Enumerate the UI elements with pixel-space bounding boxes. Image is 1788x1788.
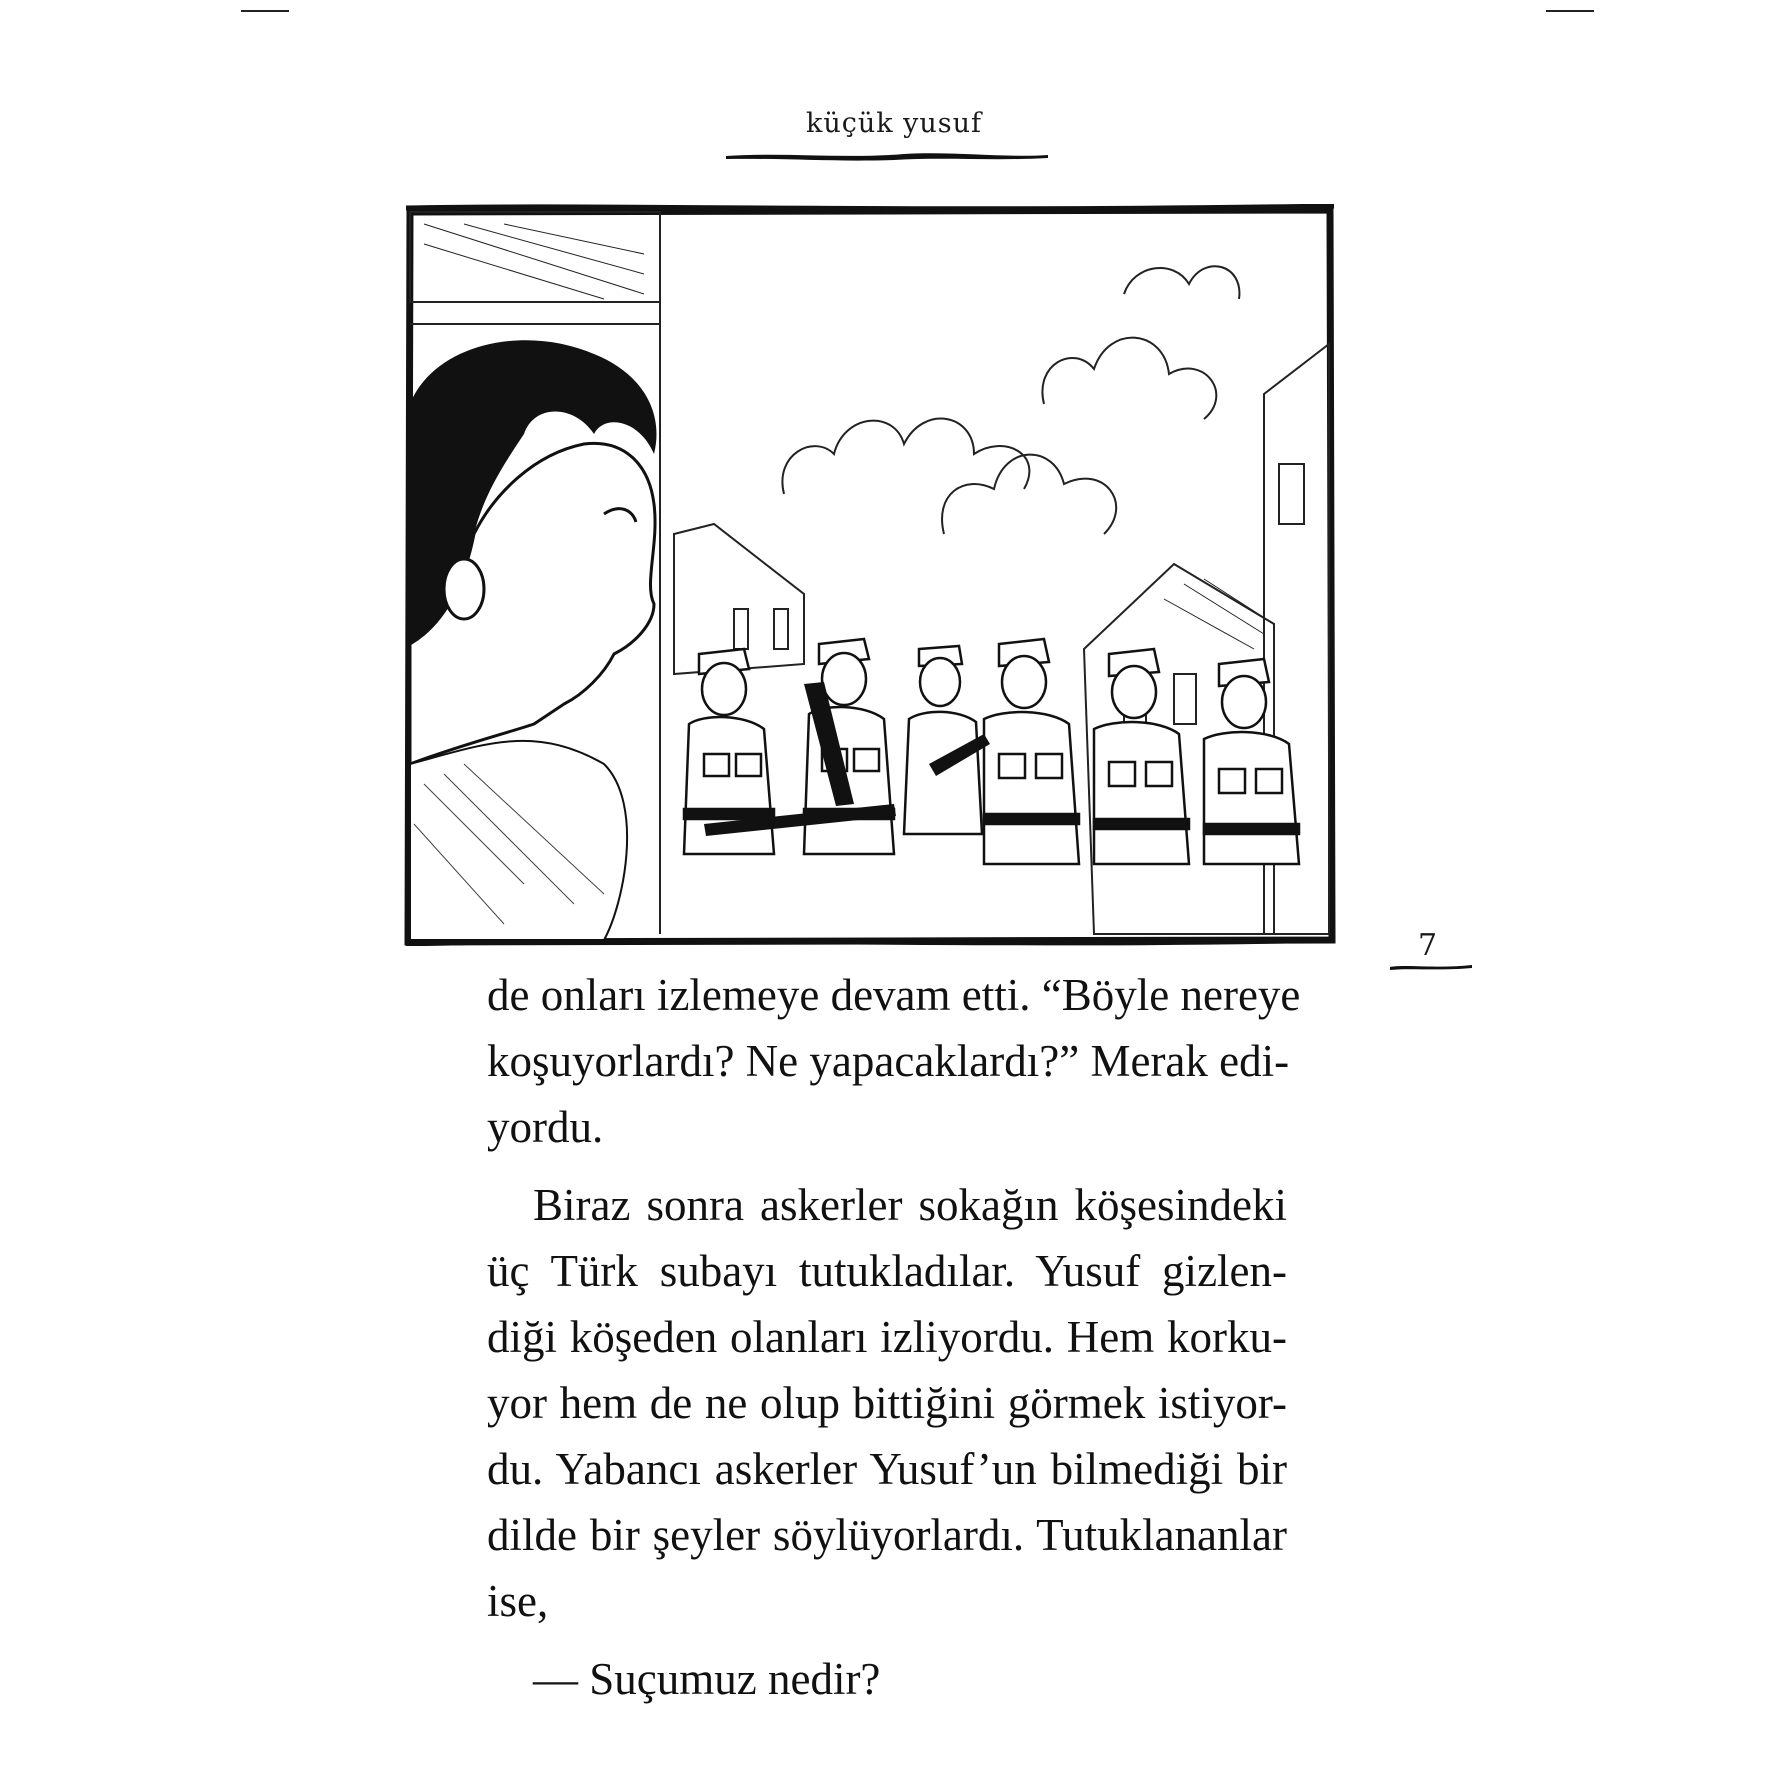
- body-text: [487, 962, 1301, 1712]
- text-line: Biraz sonra askerler sokağın köşesindeki: [533, 1180, 1287, 1230]
- paragraph-3: [487, 1646, 1287, 1712]
- dialogue-line: — Suçumuz nedir?: [533, 1654, 881, 1704]
- story-illustration: [404, 204, 1336, 946]
- page-number-brush-rule: [1388, 962, 1474, 972]
- text-line: du. Yabancı askerler Yusuf’un bilmediği bir: [487, 1444, 1287, 1494]
- text-line: diği köşeden olanları izliyordu. Hem korku-: [487, 1312, 1287, 1362]
- text-line: üç Türk subayı tutukladılar. Yusuf gizlen-: [487, 1246, 1287, 1296]
- text-line: yordu.: [487, 1102, 604, 1152]
- text-line: koşuyorlardı? Ne yapacaklardı?” Merak edi-: [487, 1036, 1290, 1086]
- page-number: 7: [1418, 928, 1438, 963]
- paragraph-1: [487, 962, 1301, 1160]
- text-line: ise,: [487, 1576, 549, 1626]
- text-line: dilde bir şeyler söylüyorlardı. Tutuklananlar: [487, 1510, 1287, 1560]
- crop-mark-left: [241, 10, 289, 12]
- crop-mark-right: [1546, 10, 1594, 12]
- text-line: de onları izlemeye devam etti. “Böyle nereye: [487, 970, 1301, 1020]
- paragraph-2: [487, 1172, 1287, 1634]
- running-head-brush-rule: [724, 150, 1050, 162]
- text-line: yor hem de ne olup bittiğini görmek istiyor-: [487, 1378, 1287, 1428]
- running-head: küçük yusuf: [805, 108, 983, 139]
